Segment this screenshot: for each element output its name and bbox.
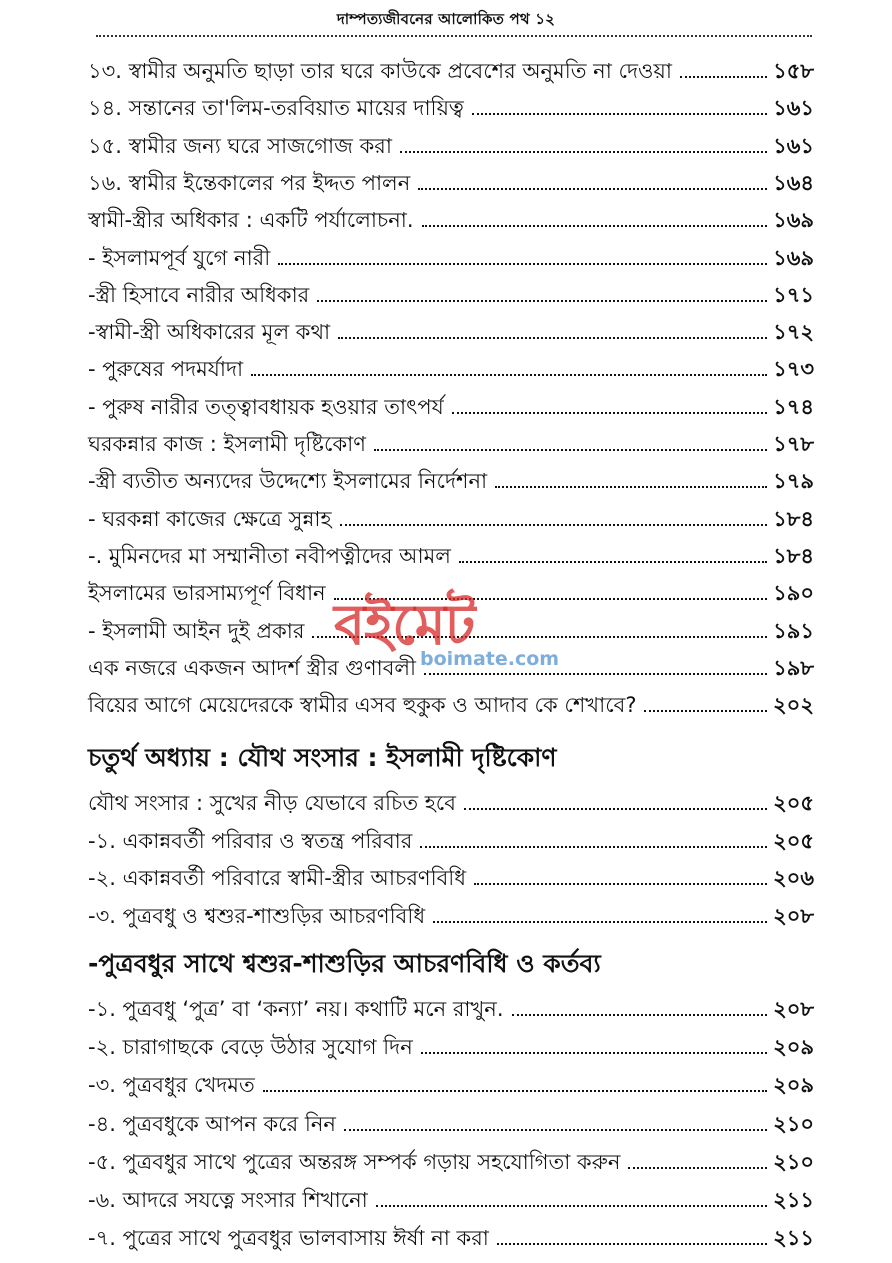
toc-entry-title: বিয়ের আগে মেয়েদেরকে স্বামীর এসব হুকুক ও আদাব কে শেখাবে? — [88, 693, 637, 717]
toc-entry-page: ১৭২ — [773, 320, 814, 344]
dot-leader — [374, 449, 767, 451]
toc-entry — [88, 309, 814, 345]
toc-entry-title: -৪. পুত্রবধুকে আপন করে নিন — [88, 1112, 336, 1136]
toc-entry-title: - ইসলামপূর্ব যুগে নারী — [88, 246, 271, 270]
dot-leader — [459, 561, 767, 563]
dot-leader — [452, 412, 767, 414]
dot-leader — [376, 1205, 767, 1207]
toc-entry — [88, 160, 814, 196]
toc-entry-page: ১৬৯ — [773, 208, 814, 232]
dot-leader — [317, 300, 767, 302]
toc-entry-page: ২০৬ — [773, 866, 814, 890]
toc-entry-page: ১৭১ — [773, 283, 814, 307]
toc-entry — [88, 48, 814, 84]
toc-entry — [88, 986, 814, 1022]
dot-leader — [263, 1090, 767, 1092]
toc-entry-title: ১৩. স্বামীর অনুমতি ছাড়া তার ঘরে কাউকে প্রবেশের অনুমতি না দেওয়া — [88, 59, 672, 83]
toc-entry-page: ২০৫ — [773, 791, 814, 815]
toc-entry-title: ১৫. স্বামীর জন্য ঘরে সাজগোজ করা — [88, 134, 392, 158]
dot-leader — [422, 225, 768, 227]
toc-entry-page: ১৬১ — [773, 96, 814, 120]
toc-entry — [88, 496, 814, 532]
toc-entry-page: ২১০ — [773, 1112, 814, 1136]
dot-leader — [464, 808, 767, 810]
dot-leader — [680, 76, 767, 78]
section-heading: চতুর্থ অধ্যায় : যৌথ সংসার : ইসলামী দৃষ্টিকোণ — [88, 743, 557, 772]
toc-entry — [88, 197, 814, 233]
dot-leader — [418, 188, 767, 190]
dot-leader — [497, 1243, 767, 1245]
toc-entry — [88, 272, 814, 308]
toc-entry — [88, 346, 814, 382]
toc-entry-title: ঘরকন্নার কাজ : ইসলামী দৃষ্টিকোণ — [88, 432, 366, 456]
toc-entry-title: -৭. পুত্রের সাথে পুত্রবধুর ভালবাসায় ঈর্ষা না করা — [88, 1226, 489, 1250]
toc-entry-title: -৫. পুত্রবধুর সাথে পুত্রের অন্তরঙ্গ সম্পর্ক গড়ায় সহযোগিতা করুন — [88, 1150, 621, 1174]
toc-entry-page: ২১১ — [773, 1188, 814, 1212]
toc-entry-page: ১৭৩ — [773, 357, 814, 381]
toc-entry-page: ২০৫ — [773, 829, 814, 853]
dot-leader — [251, 374, 767, 376]
toc-entry-title: ১৪. সন্তানের তা'লিম-তরবিয়াত মায়ের দায়িত্ব — [88, 96, 464, 120]
toc-entry-page: ১৯০ — [773, 581, 814, 605]
page-header: দাম্পত্যজীবনের আলোকিত পথ ১২ — [336, 10, 556, 28]
toc-entry-title: স্বামী-স্ত্রীর অধিকার : একটি পর্যালোচনা. — [88, 208, 414, 232]
dot-leader — [512, 1014, 768, 1016]
dot-leader — [420, 846, 767, 848]
toc-entry — [88, 682, 814, 718]
toc-entry-title: যৌথ সংসার : সুখের নীড় যেভাবে রচিত হবে — [88, 791, 456, 815]
toc-entry-page: ২০৮ — [773, 904, 814, 928]
toc-entry — [88, 384, 814, 420]
toc-entry-title: -স্ত্রী ব্যতীত অন্যদের উদ্দেশ্যে ইসলামের নির্দেশনা — [88, 469, 488, 493]
toc-entry-page: ১৭৮ — [773, 432, 814, 456]
toc-entry — [88, 780, 814, 816]
toc-entry-title: - পুরুষের পদমর্যাদা — [88, 357, 244, 381]
toc-entry — [88, 235, 814, 271]
toc-entry — [88, 855, 814, 891]
toc-entry-page: ১৭৪ — [773, 395, 814, 419]
toc-entry-page: ২১১ — [773, 1226, 814, 1250]
toc-entry — [88, 818, 814, 854]
toc-entry-page: ১৮৪ — [773, 544, 814, 568]
watermark-url: boimate.com — [420, 648, 560, 670]
toc-entry — [88, 1062, 814, 1098]
toc-entry-title: -স্ত্রী হিসাবে নারীর অধিকার — [88, 283, 310, 307]
toc-entry-title: -১. পুত্রবধু ‘পুত্র’ বা ‘কন্যা’ নয়। কথাটি মনে রাখুন. — [88, 997, 504, 1021]
toc-entry — [88, 421, 814, 457]
dot-leader — [628, 1167, 767, 1169]
toc-entry — [88, 123, 814, 159]
toc-entry-title: -১. একান্নবর্তী পরিবার ও স্বতন্ত্র পরিবার — [88, 829, 413, 853]
toc-entry-page: ১৯৮ — [773, 656, 814, 680]
toc-entry — [88, 85, 814, 121]
toc-entry-page: ২০৯ — [773, 1035, 814, 1059]
toc-entry-page: ১৬৪ — [773, 171, 814, 195]
dot-leader — [433, 921, 767, 923]
dot-leader — [421, 1052, 767, 1054]
toc-entry-title: - পুরুষ নারীর তত্ত্বাবধায়ক হওয়ার তাৎপর্য — [88, 395, 444, 419]
section-heading: -পুত্রবধুর সাথে শ্বশুর-শাশুড়ির আচরণবিধি ও কর্তব্য — [88, 949, 601, 978]
toc-entry — [88, 1139, 814, 1175]
toc-entry-page: ১৬৯ — [773, 246, 814, 270]
toc-entry-page: ১৫৮ — [773, 59, 814, 83]
dot-leader — [278, 263, 767, 265]
toc-entry — [88, 458, 814, 494]
toc-entry-title: ইসলামের ভারসাম্যপূর্ণ বিধান — [88, 581, 326, 605]
toc-entry-page: ১৭৯ — [773, 469, 814, 493]
toc-entry-title: -. মুমিনদের মা সম্মানীতা নবীপত্নীদের আমল — [88, 544, 451, 568]
toc-entry-title: ১৬. স্বামীর ইন্তেকালের পর ইদ্দত পালন — [88, 171, 411, 195]
toc-entry-title: এক নজরে একজন আদর্শ স্ত্রীর গুণাবলী — [88, 656, 417, 680]
toc-entry-page: ২০২ — [773, 693, 814, 717]
dot-leader — [424, 673, 767, 675]
dot-leader — [400, 151, 767, 153]
toc-entry-page: ১৬১ — [773, 134, 814, 158]
toc-entry-title: - ঘরকন্না কাজের ক্ষেত্রে সুন্নাহ — [88, 507, 332, 531]
dot-leader — [340, 524, 768, 526]
toc-entry-title: -২. চারাগাছকে বেড়ে উঠার সুযোগ দিন — [88, 1035, 413, 1059]
dot-leader — [495, 486, 767, 488]
toc-entry — [88, 1024, 814, 1060]
toc-entry-page: ২০৮ — [773, 997, 814, 1021]
toc-entry-page: ১৮৪ — [773, 507, 814, 531]
toc-entry-title: -স্বামী-স্ত্রী অধিকারের মূল কথা — [88, 320, 331, 344]
dot-leader — [472, 113, 767, 115]
toc-entry — [88, 1101, 814, 1137]
dot-leader — [344, 1129, 767, 1131]
dot-leader — [644, 710, 767, 712]
watermark-logo: বইমেট — [334, 593, 475, 658]
toc-entry-title: -৩. পুত্রবধু ও শ্বশুর-শাশুড়ির আচরণবিধি — [88, 904, 426, 928]
toc-entry-page: ২১০ — [773, 1150, 814, 1174]
toc-entry — [88, 893, 814, 929]
toc-entry — [88, 533, 814, 569]
toc-entry-title: -৩. পুত্রবধুর খেদমত — [88, 1073, 255, 1097]
toc-entry — [88, 1215, 814, 1251]
toc-entry-page: ১৯১ — [773, 619, 814, 643]
toc-entry-title: - ইসলামী আইন দুই প্রকার — [88, 619, 305, 643]
dot-leader — [338, 337, 767, 339]
toc-entry-page: ২০৯ — [773, 1073, 814, 1097]
toc-entry — [88, 1177, 814, 1213]
toc-entry-title: -৬. আদরে সযত্নে সংসার শিখানো — [88, 1188, 368, 1212]
dot-leader — [474, 883, 767, 885]
toc-entry-title: -২. একান্নবর্তী পরিবারে স্বামী-স্ত্রীর আচরণবিধি — [88, 866, 467, 890]
